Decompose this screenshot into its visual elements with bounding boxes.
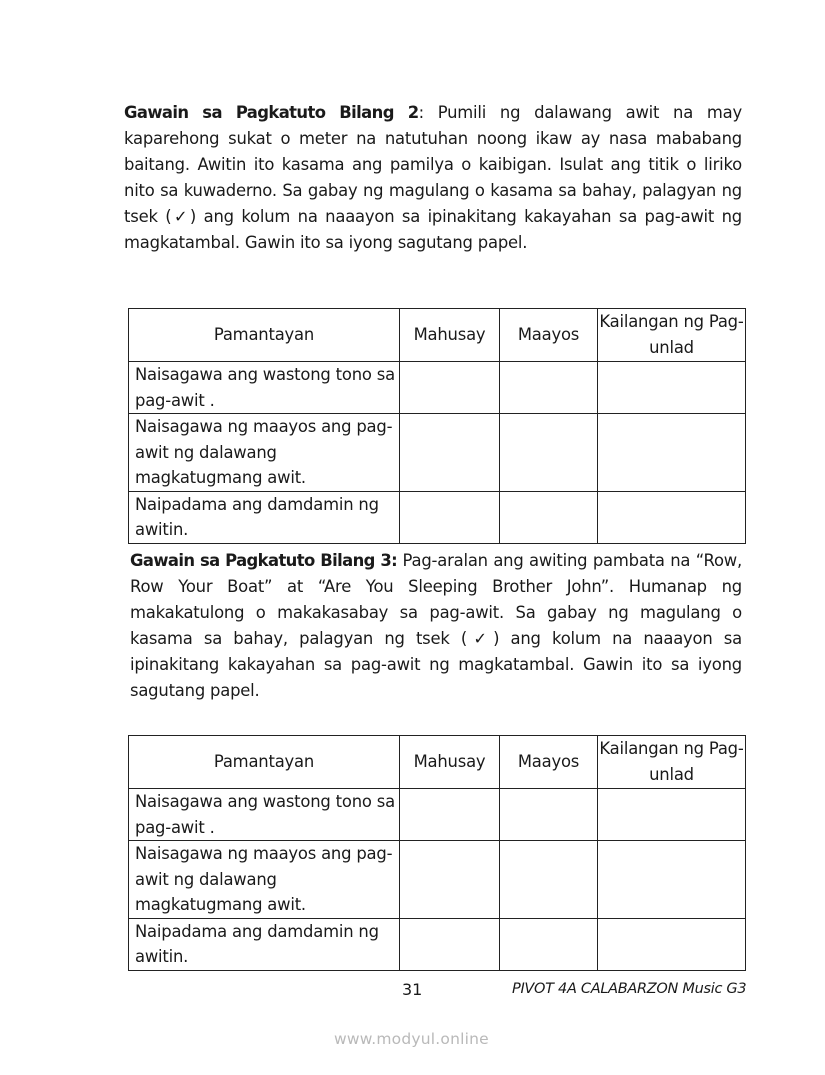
table-row: [129, 789, 746, 841]
activity-2-heading: Gawain sa Pagkatuto Bilang 2: [124, 103, 419, 122]
mahusay-check-cell[interactable]: [400, 841, 500, 919]
header-pamantayan: Pamantayan: [129, 309, 400, 362]
criterion-cell: Naisagawa ang wastong tono sa pag-awit .: [129, 362, 400, 414]
activity-2-heading-colon: :: [418, 103, 424, 122]
activity-3-instructions: [130, 548, 742, 704]
kailangan-check-cell[interactable]: [598, 414, 746, 492]
header-mahusay: Mahusay: [400, 309, 500, 362]
kailangan-check-cell[interactable]: [598, 789, 746, 841]
table-row: [129, 491, 746, 543]
criterion-cell: Naisagawa ang wastong tono sa pag-awit .: [129, 789, 400, 841]
header-kailangan-ng-pag-unlad: Kailangan ng Pag-unlad: [598, 309, 746, 362]
mahusay-check-cell[interactable]: [400, 491, 500, 543]
footer-module-title: PIVOT 4A CALABARZON Music G3: [512, 981, 747, 997]
mahusay-check-cell[interactable]: [400, 789, 500, 841]
activity-3-heading: Gawain sa Pagkatuto Bilang 3:: [130, 551, 398, 570]
table-row: [129, 841, 746, 919]
criterion-cell: Naipadama ang damdamin ng awitin.: [129, 491, 400, 543]
kailangan-check-cell[interactable]: [598, 918, 746, 970]
mahusay-check-cell[interactable]: [400, 918, 500, 970]
activity-2-body: Pumili ng dalawang awit na may kaparehong sukat o meter na natutuhan noong ikaw ay nasa mababang baitang. Awitin ito kasama ang pamilya o kaibigan. Isulat ang titik o liriko nito sa kuwaderno. Sa gabay ng magulang o kasama sa bahay, palagyan ng tsek (✓) ang kolum na naaayon sa ipinakitang kakayahan sa pag-awit ng magkatambal. Gawin ito sa iyong sagutang papel.: [124, 103, 742, 252]
table-header-row: [129, 309, 746, 362]
header-maayos: Maayos: [500, 309, 598, 362]
activity-2-instructions: [124, 100, 742, 256]
criterion-cell: Naipadama ang damdamin ng awitin.: [129, 918, 400, 970]
kailangan-check-cell[interactable]: [598, 841, 746, 919]
activity-2-rubric-table: [128, 308, 746, 544]
activity-3-rubric-table: [128, 735, 746, 971]
table-row: [129, 362, 746, 414]
kailangan-check-cell[interactable]: [598, 362, 746, 414]
header-pamantayan: Pamantayan: [129, 736, 400, 789]
header-maayos: Maayos: [500, 736, 598, 789]
maayos-check-cell[interactable]: [500, 491, 598, 543]
criterion-cell: Naisagawa ng maayos ang pag-awit ng dalawang magkatugmang awit.: [129, 841, 400, 919]
header-kailangan-ng-pag-unlad: Kailangan ng Pag-unlad: [598, 736, 746, 789]
mahusay-check-cell[interactable]: [400, 414, 500, 492]
watermark-link: www.modyul.online: [334, 1030, 489, 1048]
activity-3-body: Pag-aralan ang awiting pambata na “Row, Row Your Boat” at “Are You Sleeping Brother John”. Humanap ng makakatulong o makakasabay sa pag-awit. Sa gabay ng magulang o kasama sa bahay, palagyan ng tsek (✓) ang kolum na naaayon sa ipinakitang kakayahan sa pag-awit ng magkatambal. Gawin ito sa iyong sagutang papel.: [130, 551, 742, 700]
page-number: 31: [402, 980, 423, 999]
table-row: [129, 918, 746, 970]
table-row: [129, 414, 746, 492]
maayos-check-cell[interactable]: [500, 789, 598, 841]
table-header-row: [129, 736, 746, 789]
criterion-cell: Naisagawa ng maayos ang pag-awit ng dalawang magkatugmang awit.: [129, 414, 400, 492]
maayos-check-cell[interactable]: [500, 362, 598, 414]
mahusay-check-cell[interactable]: [400, 362, 500, 414]
maayos-check-cell[interactable]: [500, 841, 598, 919]
maayos-check-cell[interactable]: [500, 918, 598, 970]
header-mahusay: Mahusay: [400, 736, 500, 789]
maayos-check-cell[interactable]: [500, 414, 598, 492]
kailangan-check-cell[interactable]: [598, 491, 746, 543]
